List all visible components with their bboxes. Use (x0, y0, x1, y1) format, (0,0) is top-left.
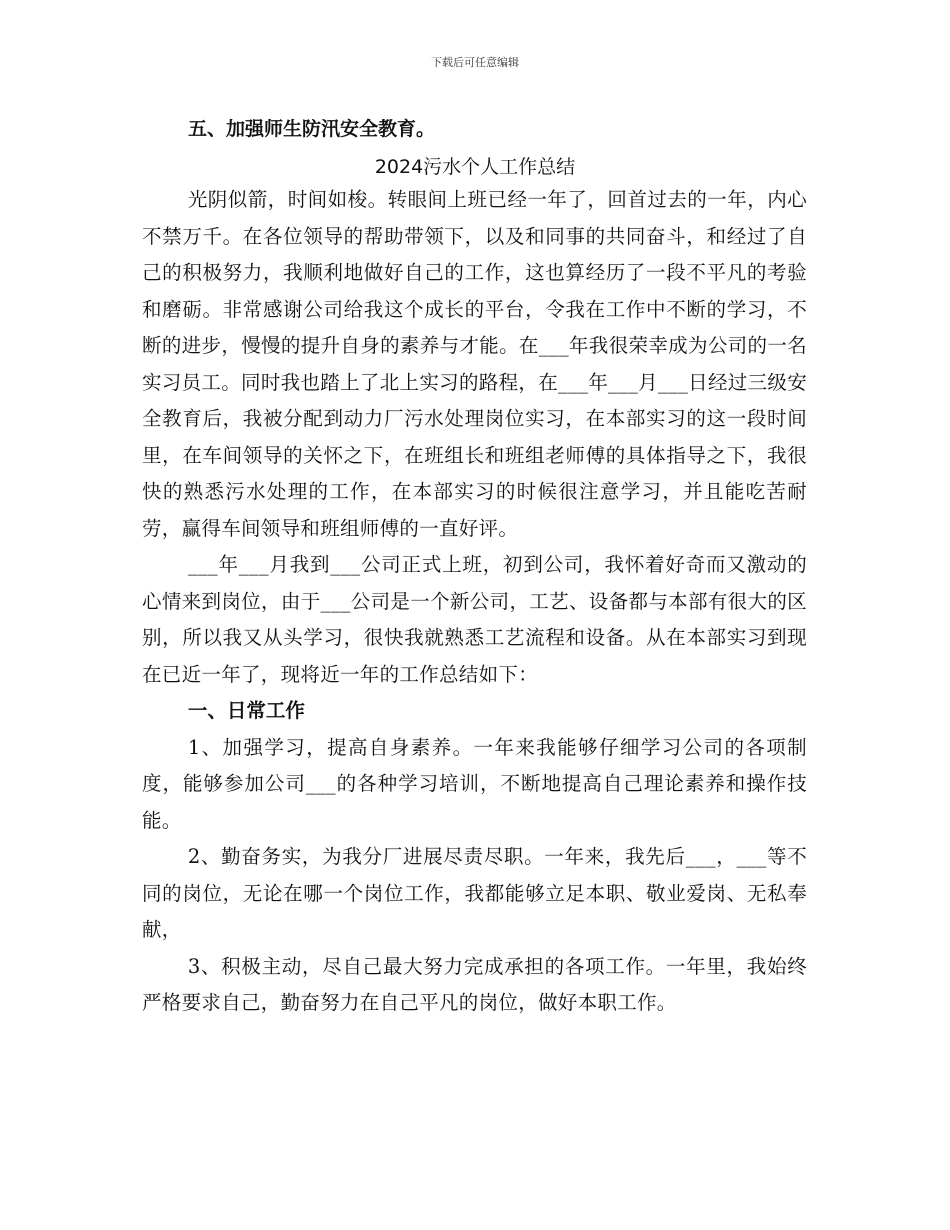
document-body (142, 182, 807, 1022)
paragraph-intro: 光阴似箭，时间如梭。转眼间上班已经一年了，回首过去的一年，内心不禁万千。在各位领导的帮助带领下，以及和同事的共同奋斗，和经过了自己的积极努力，我顺利地做好自己的工作，这也算经历了一段不平凡的考验和磨砺。非常感谢公司给我这个成长的平台，令我在工作中不断的学习，不断的进步，慢慢的提升自身的素养与才能。在___年我很荣幸成为公司的一名实习员工。同时我也踏上了北上实习的路程，在___年___月___日经过三级安全教育后，我被分配到动力厂污水处理岗位实习，在本部实习的这一段时间里，在车间领导的关怀之下，在班组长和班组老师傅的具体指导之下，我很快的熟悉污水处理的工作，在本部实习的时候很注意学习，并且能吃苦耐劳，赢得车间领导和班组师傅的一直好评。 (142, 188, 807, 540)
paragraph-transfer: ___年___月我到___公司正式上班，初到公司，我怀着好奇而又激动的心情来到岗位，由于___公司是一个新公司，工艺、设备都与本部有很大的区别，所以我又从头学习，很快我就熟悉工艺流程和设备。从在本部实习到现在已近一年了，现将近一年的工作总结如下： (142, 553, 807, 686)
paragraph-item-2: 2、勤奋务实，为我分厂进展尽责尽职。一年来，我先后___，___等不同的岗位，无论在哪一个岗位工作，我都能够立足本职、敬业爱岗、无私奉献， (142, 845, 807, 941)
section-heading: 五、加强师生防汛安全教育。 (188, 118, 436, 140)
paragraph-item-3: 3、积极主动，尽自己最大努力完成承担的各项工作。一年里，我始终严格要求自己，勤奋努力在自己平凡的岗位，做好本职工作。 (142, 954, 807, 1014)
paragraph-item-1: 1、加强学习，提高自身素养。一年来我能够仔细学习公司的各项制度，能够参加公司___的各种学习培训，不断地提高自己理论素养和操作技能。 (142, 735, 807, 832)
document-title: 2024污水个人工作总结 (374, 156, 576, 178)
page-header-note: 下载后可任意编辑 (431, 56, 519, 69)
subheading-daily-work: 一、日常工作 (187, 699, 305, 722)
